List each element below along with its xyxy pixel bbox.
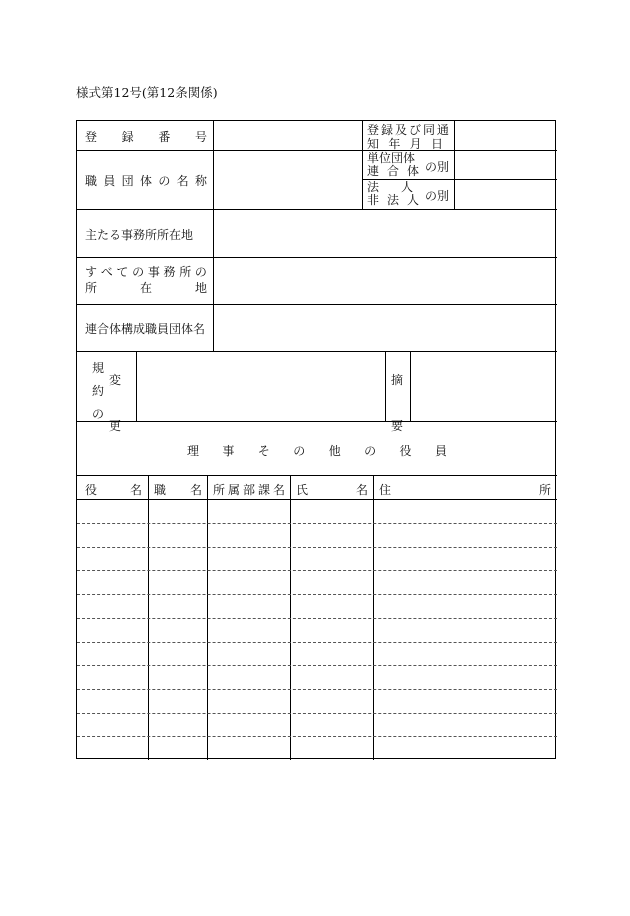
rule-change-field[interactable] (137, 352, 385, 421)
officer-row[interactable] (77, 548, 555, 570)
officer-row[interactable] (77, 737, 555, 759)
all-offices-field[interactable] (214, 258, 557, 304)
officer-row[interactable] (77, 500, 555, 523)
registration-form-table (76, 120, 556, 759)
unit-or-federation-field[interactable] (455, 151, 557, 179)
notice-date-field[interactable] (455, 121, 557, 150)
remarks-label: 摘 要 (391, 373, 404, 433)
column-header-name: 氏 名 (296, 483, 368, 497)
registration-number-label: 登 録 番 号 (85, 130, 207, 144)
registration-number-field[interactable] (214, 121, 362, 150)
corporate-status-field[interactable] (455, 180, 557, 209)
main-office-label: 主たる事務所所在地 (85, 228, 194, 242)
corporate-status-label: 法 人 非 法 人 (367, 180, 419, 207)
column-header-department: 所 属 部 課 名 (213, 483, 285, 497)
constituent-orgs-field[interactable] (214, 305, 557, 351)
column-header-address: 住 所 (379, 483, 551, 497)
officer-row[interactable] (77, 690, 555, 713)
rule-label-col1: 規 約 の (92, 361, 105, 421)
officer-row[interactable] (77, 524, 555, 547)
officer-row[interactable] (77, 714, 555, 736)
main-office-field[interactable] (214, 210, 557, 257)
all-offices-label: す べ て の 事 務 所 の 所 在 地 (85, 265, 207, 295)
notice-date-label: 登 録 及 び 同 通 知 年 月 日 (367, 123, 449, 151)
corporate-distinction-label: の別 (425, 189, 450, 203)
form-caption: 様式第12号(第12条関係) (76, 85, 218, 100)
org-name-field[interactable] (214, 151, 362, 209)
column-header-position: 職 名 (154, 483, 202, 497)
unit-or-federation-label: 単位団体 連 合 体 (367, 151, 419, 178)
remarks-field[interactable] (411, 352, 557, 421)
officer-row[interactable] (77, 619, 555, 642)
officer-row[interactable] (77, 643, 555, 665)
officer-row[interactable] (77, 666, 555, 689)
org-name-label: 職 員 団 体 の 名 称 (85, 174, 207, 188)
officer-row[interactable] (77, 571, 555, 594)
officers-heading: 理 事 そ の 他 の 役 員 (187, 444, 447, 458)
officer-row[interactable] (77, 595, 555, 618)
unit-distinction-label: の別 (425, 160, 450, 174)
rule-label-col2: 変 更 (109, 373, 122, 433)
constituent-orgs-label: 連合体構成職員団体名 (85, 322, 206, 336)
column-header-role: 役 名 (85, 483, 142, 497)
